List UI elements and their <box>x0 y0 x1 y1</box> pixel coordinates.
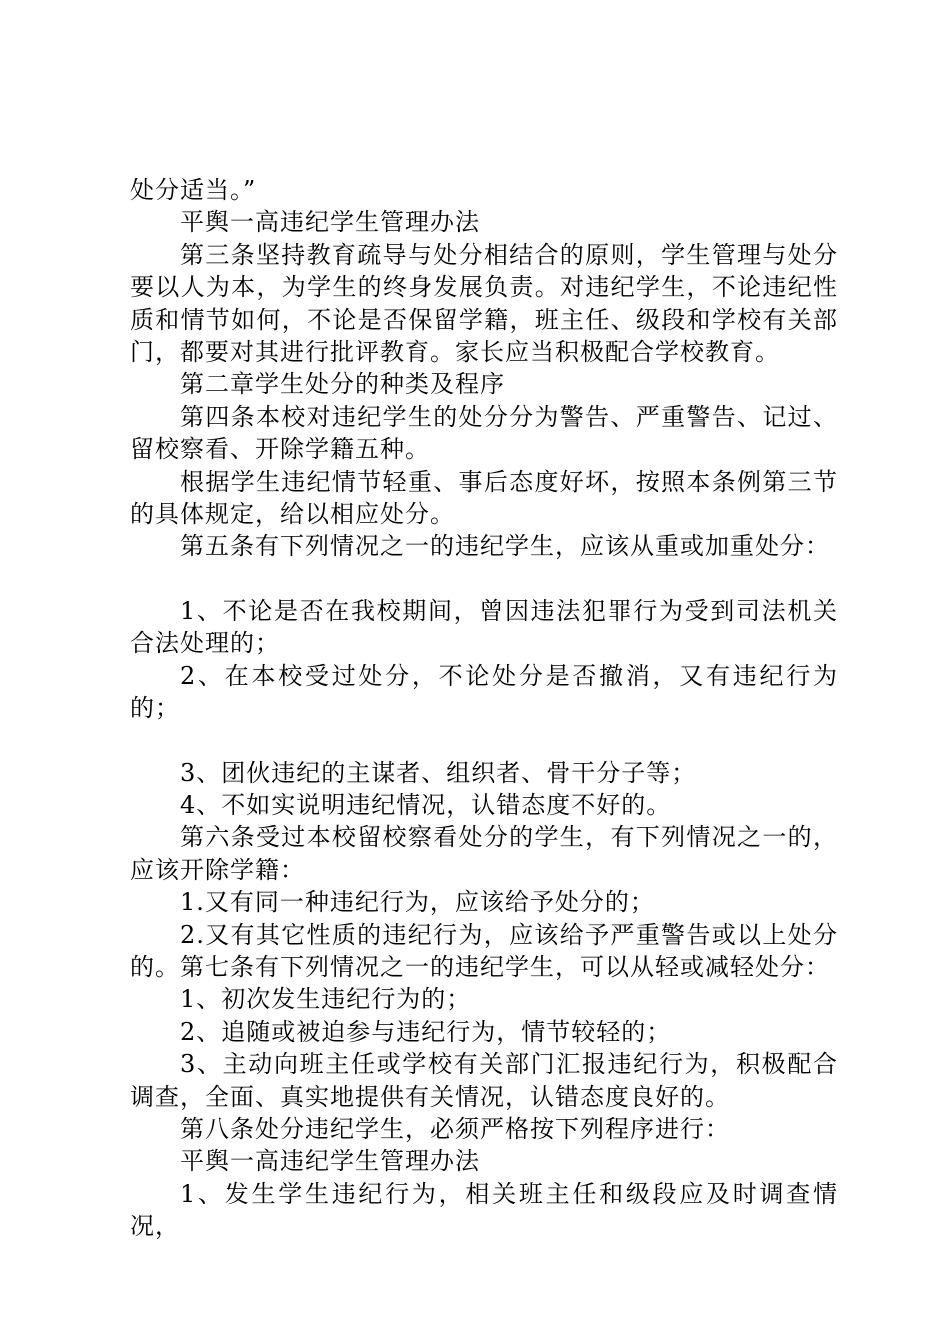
section-heading-repeat: 平舆一高违纪学生管理办法 <box>180 1147 480 1176</box>
chapter-2-heading: 第二章学生处分的种类及程序 <box>180 370 505 399</box>
article-6-item-1: 1.又有同一种违纪行为，应该给予处分的； <box>180 888 655 917</box>
article-4: 第四条本校对违纪学生的处分分为警告、严重警告、记过、留校察看、开除学籍五种。 <box>130 402 838 464</box>
document-body <box>130 174 838 1243</box>
article-6-item-2-article-7: 2.又有其它性质的违纪行为，应该给予严重警告或以上处分的。第七条有下列情况之一的违纪学生，可以从轻或减轻处分： <box>130 920 838 981</box>
article-8: 第八条处分违纪学生，必须严格按下列程序进行： <box>180 1114 730 1143</box>
article-7-item-2: 2、追随或被迫参与违纪行为，情节较轻的； <box>180 1017 672 1046</box>
article-5-item-2: 2、在本校受过处分，不论处分是否撤消，又有违纪行为的； <box>130 661 838 723</box>
article-8-item-1: 1、发生学生违纪行为，相关班主任和级段应及时调查情况， <box>130 1179 838 1241</box>
article-5: 第五条有下列情况之一的违纪学生，应该从重或加重处分： <box>180 532 830 561</box>
article-5-item-4: 4、不如实说明违纪情况，认错态度不好的。 <box>180 790 672 819</box>
article-5-item-1: 1、不论是否在我校期间，曾因违法犯罪行为受到司法机关合法处理的； <box>130 596 838 658</box>
article-3: 第三条坚持教育疏导与处分相结合的原则，学生管理与处分要以人为本，为学生的终身发展负责。对违纪学生，不论违纪性质和情节如何，不论是否保留学籍，班主任、级段和学校有关部门，都要对其进行批评教育。家长应当积极配合学校教育。 <box>130 240 838 367</box>
article-4-detail: 根据学生违纪情节轻重、事后态度好坏，按照本条例第三节的具体规定，给以相应处分。 <box>130 467 838 529</box>
section-heading: 平舆一高违纪学生管理办法 <box>180 208 480 237</box>
article-5-item-3: 3、团伙违纪的主谋者、组织者、骨干分子等； <box>180 758 697 787</box>
article-6: 第六条受过本校留校察看处分的学生，有下列情况之一的，应该开除学籍： <box>130 823 838 884</box>
article-7-item-3: 3、主动向班主任或学校有关部门汇报违纪行为，积极配合调查，全面、真实地提供有关情况，认错态度良好的。 <box>130 1050 838 1111</box>
article-7-item-1: 1、初次发生违纪行为的； <box>180 985 472 1014</box>
paragraph-continuation: 处分适当。” <box>130 176 257 204</box>
